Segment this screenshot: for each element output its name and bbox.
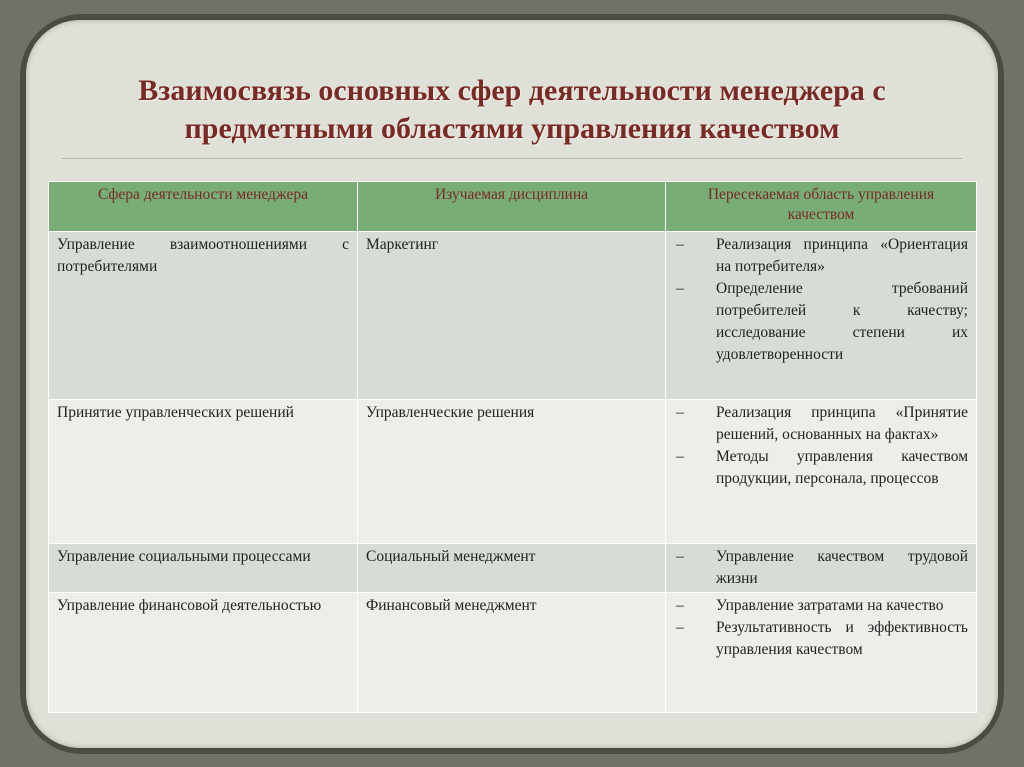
cell-discipline: Социальный менеджмент bbox=[358, 544, 666, 593]
bullet-text: Определение требований потребителей к качеству; исследование степени их удовлетворенности bbox=[716, 280, 968, 363]
table-header-row bbox=[49, 182, 977, 232]
dash-marker: – bbox=[676, 448, 684, 465]
list-item bbox=[674, 234, 968, 278]
dash-marker: – bbox=[676, 404, 684, 421]
bullet-text: Результативность и эффективность управления качеством bbox=[716, 619, 968, 658]
cell-quality-area bbox=[666, 232, 977, 400]
cell-sphere: Управление взаимоотношениями с потребителями bbox=[49, 232, 358, 400]
dash-marker: – bbox=[676, 619, 684, 636]
bullet-text: Реализация принципа «Ориентация на потребителя» bbox=[716, 236, 968, 275]
list-item bbox=[674, 278, 968, 366]
bullet-text: Управление качеством трудовой жизни bbox=[716, 548, 968, 587]
bullet-text: Реализация принципа «Принятие решений, основанных на фактах» bbox=[716, 404, 968, 443]
dash-marker: – bbox=[676, 548, 684, 565]
dash-marker: – bbox=[676, 597, 684, 614]
list-item bbox=[674, 546, 968, 590]
table-row bbox=[49, 400, 977, 544]
list-item bbox=[674, 595, 968, 617]
cell-discipline: Маркетинг bbox=[358, 232, 666, 400]
bullet-text: Управление затратами на качество bbox=[716, 597, 944, 614]
table-row bbox=[49, 544, 977, 593]
table-row bbox=[49, 593, 977, 713]
bullet-text: Методы управления качеством продукции, персонала, процессов bbox=[716, 448, 968, 487]
header-sphere: Сфера деятельности менеджера bbox=[49, 182, 358, 232]
cell-quality-area bbox=[666, 400, 977, 544]
list-item bbox=[674, 446, 968, 490]
cell-quality-area bbox=[666, 593, 977, 713]
header-quality-area: Пересекаемая область управления качеством bbox=[666, 182, 977, 232]
relations-table bbox=[48, 181, 977, 713]
dash-marker: – bbox=[676, 280, 684, 297]
header-discipline: Изучаемая дисциплина bbox=[358, 182, 666, 232]
cell-discipline: Управленческие решения bbox=[358, 400, 666, 544]
title-divider bbox=[62, 158, 962, 159]
dash-marker: – bbox=[676, 236, 684, 253]
table-row bbox=[49, 232, 977, 400]
cell-quality-area bbox=[666, 544, 977, 593]
list-item bbox=[674, 617, 968, 661]
cell-sphere: Принятие управленческих решений bbox=[49, 400, 358, 544]
cell-sphere: Управление социальными процессами bbox=[49, 544, 358, 593]
cell-sphere: Управление финансовой деятельностью bbox=[49, 593, 358, 713]
slide-title: Взаимосвязь основных сфер деятельности менеджера с предметными областями управления качеством bbox=[138, 74, 886, 145]
list-item bbox=[674, 402, 968, 446]
cell-discipline: Финансовый менеджмент bbox=[358, 593, 666, 713]
